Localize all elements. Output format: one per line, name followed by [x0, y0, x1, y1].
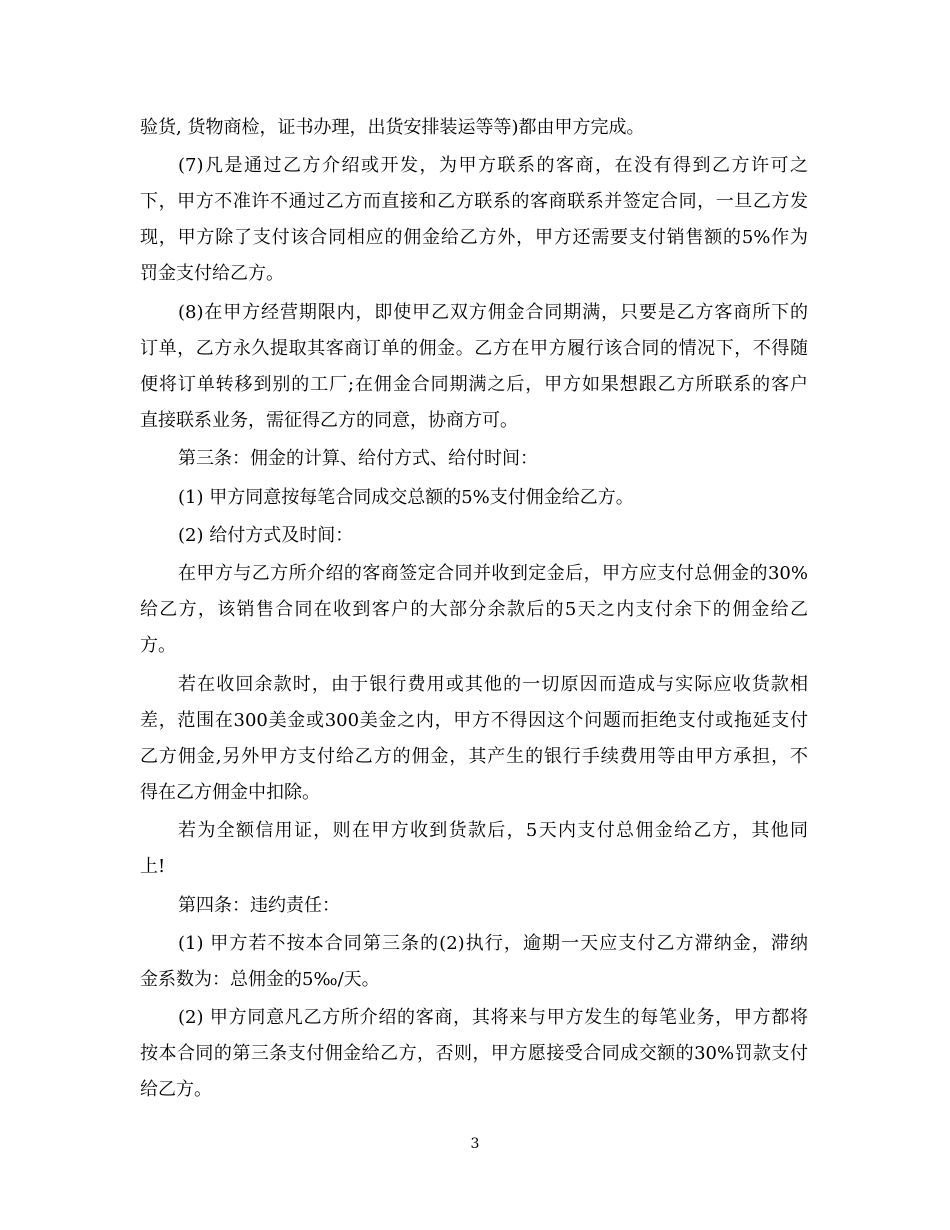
- text-line: 若在收回余款时，由于银行费用或其他的一切原因而造成与实际应收货款相: [178, 673, 808, 695]
- text-line: 按本合同的第三条支付佣金给乙方，否则，甲方愿接受合同成交额的30%罚款支付: [140, 1043, 808, 1065]
- text-line: 金系数为：总佣金的5‰/天。: [140, 968, 380, 990]
- text-line: 若为全额信用证，则在甲方收到货款后，5天内支付总佣金给乙方，其他同: [178, 820, 808, 842]
- paragraph-clause-7: [140, 148, 808, 292]
- paragraph: [140, 813, 808, 885]
- text-line: 在甲方与乙方所介绍的客商签定合同并收到定金后，甲方应支付总佣金的30%: [178, 563, 808, 585]
- text-line: 乙方佣金,另外甲方支付给乙方的佣金，其产生的银行手续费用等由甲方承担，不: [140, 745, 808, 767]
- text-line: 现，甲方除了支付该合同相应的佣金给乙方外，甲方还需要支付销售额的5%作为: [140, 227, 808, 249]
- text-line: 第四条：违约责任：: [178, 894, 340, 916]
- text-line: 订单，乙方永久提取其客商订单的佣金。乙方在甲方履行该合同的情况下，不得随: [140, 337, 808, 359]
- text-line: 上!: [140, 856, 166, 878]
- article-3-heading: [140, 441, 808, 477]
- text-line: 给乙方。: [140, 1079, 212, 1101]
- text-line: 给乙方，该销售合同在收到客户的大部分余款后的5天之内支付余下的佣金给乙: [140, 599, 808, 621]
- text-line: (2) 给付方式及时间：: [178, 524, 354, 546]
- text-line: 差，范围在300美金或300美金之内，甲方不得因这个问题而拒绝支付或拖延支付: [140, 709, 808, 731]
- paragraph-article-4-item-2: [140, 1000, 808, 1108]
- text-line: 下，甲方不准许不通过乙方而直接和乙方联系的客商联系并签定合同，一旦乙方发: [140, 191, 808, 213]
- text-line: (1) 甲方若不按本合同第三条的(2)执行，逾期一天应支付乙方滞纳金，滞纳: [178, 932, 808, 954]
- paragraph-article-3-item-1: [140, 480, 808, 516]
- paragraph: [140, 556, 808, 664]
- paragraph-article-4-item-1: [140, 926, 808, 998]
- text-line: 得在乙方佣金中扣除。: [140, 781, 320, 803]
- text-line: 第三条：佣金的计算、给付方式、给付时间：: [178, 448, 538, 470]
- text-line: 罚金支付给乙方。: [140, 263, 284, 285]
- text-line: 验货, 货物商检，证书办理，出货安排装运等等)都由甲方完成。: [140, 117, 645, 138]
- paragraph-clause-8: [140, 295, 808, 439]
- article-4-heading: [140, 888, 808, 924]
- paragraph: [140, 667, 808, 811]
- paragraph-article-3-item-2: [140, 518, 808, 554]
- text-line: (1) 甲方同意按每笔合同成交总额的5%支付佣金给乙方。: [178, 486, 634, 508]
- paragraph: [140, 110, 808, 146]
- text-line: (2) 甲方同意凡乙方所介绍的客商，其将来与甲方发生的每笔业务，甲方都将: [178, 1007, 808, 1029]
- text-line: (7)凡是通过乙方介绍或开发，为甲方联系的客商，在没有得到乙方许可之: [178, 155, 808, 177]
- text-line: 直接联系业务，需征得乙方的同意，协商方可。: [140, 409, 518, 431]
- page-number: 3: [470, 1136, 480, 1152]
- text-line: 方。: [140, 635, 176, 657]
- document-body: [140, 110, 808, 1108]
- text-line: (8)在甲方经营期限内，即使甲乙双方佣金合同期满，只要是乙方客商所下的: [178, 301, 808, 323]
- text-line: 便将订单转移到别的工厂;在佣金合同期满之后，甲方如果想跟乙方所联系的客户: [140, 373, 808, 395]
